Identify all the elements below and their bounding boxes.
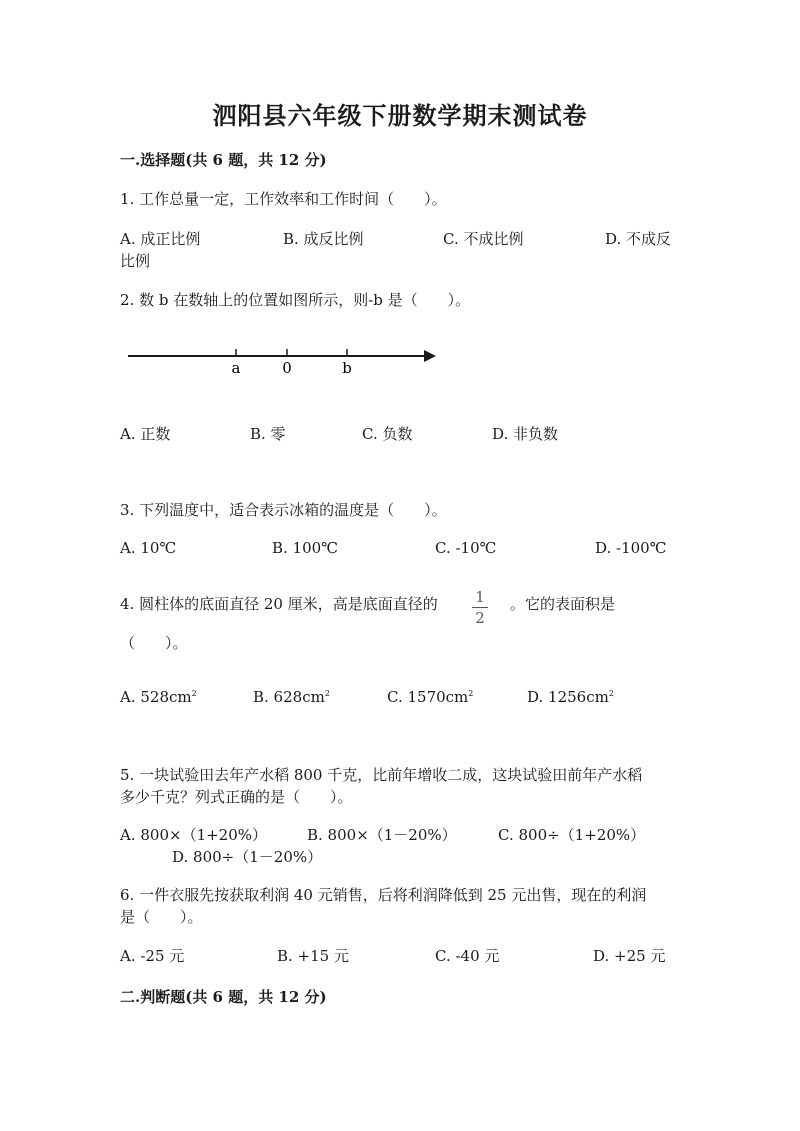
unit-superscript: 2	[324, 689, 330, 698]
fraction-numerator: 1	[475, 588, 485, 606]
section-heading-choice: 一.选择题(共 6 题，共 12 分)	[120, 151, 327, 169]
q2-option-a: A. 正数	[120, 425, 171, 443]
q3-option-b: B. 100℃	[272, 539, 338, 557]
unit-superscript: 2	[468, 689, 474, 698]
axis-label-zero: 0	[282, 359, 292, 377]
q5-option-d: D. 800÷（1－20%）	[172, 848, 323, 866]
page-title: 泗阳县六年级下册数学期末测试卷	[212, 101, 588, 130]
q5-option-c: C. 800÷（1+20%）	[498, 826, 646, 844]
q2-option-d: D. 非负数	[492, 425, 559, 443]
question-3-text: 3. 下列温度中，适合表示冰箱的温度是（ ）。	[120, 501, 447, 519]
axis-label-b: b	[342, 359, 352, 377]
question-1-text: 1. 工作总量一定，工作效率和工作时间（ ）。	[120, 190, 447, 208]
number-line-figure	[120, 340, 450, 380]
q2-option-b: B. 零	[250, 425, 286, 443]
fraction-bar	[472, 607, 488, 608]
q1-option-b: B. 成反比例	[283, 230, 364, 248]
q2-option-c: C. 负数	[362, 425, 413, 443]
q6-option-c: C. -40 元	[435, 947, 500, 965]
q1-option-c: C. 不成比例	[443, 230, 524, 248]
fraction-denominator: 2	[475, 609, 485, 627]
q4-option-b: B. $628cm^2$	[253, 688, 330, 706]
q6-option-a: A. -25 元	[120, 947, 185, 965]
question-6-line1: 6. 一件衣服先按获取利润 40 元销售，后将利润降低到 25 元出售，现在的利润	[120, 886, 647, 904]
unit-superscript: 2	[608, 689, 614, 698]
axis-label-a: a	[231, 359, 241, 377]
q4-option-c: C. $1570cm^2$	[387, 688, 474, 706]
question-6-line2: 是（ ）。	[120, 908, 203, 926]
q4-option-a: A. $528cm^2$	[120, 688, 197, 706]
question-4-text-after: 。它的表面积是	[510, 595, 616, 613]
axis-arrow-icon	[424, 350, 436, 362]
q3-option-c: C. -10℃	[435, 539, 497, 557]
q1-option-d-wrap: 比例	[120, 252, 151, 270]
question-5-line2: 多少千克？列式正确的是（ ）。	[120, 788, 353, 806]
q6-option-b: B. +15 元	[277, 947, 349, 965]
q3-option-a: A. 10℃	[120, 539, 177, 557]
q4-option-d: D. $1256cm^2$	[527, 688, 614, 706]
section-heading-true-false: 二.判断题(共 6 题，共 12 分)	[120, 988, 327, 1006]
q6-option-d: D. +25 元	[593, 947, 666, 965]
fraction-one-half	[470, 589, 490, 626]
q5-option-b: B. 800×（1－20%）	[307, 826, 457, 844]
question-5-line1: 5. 一块试验田去年产水稻 800 千克，比前年增收二成，这块试验田前年产水稻	[120, 766, 643, 784]
q3-option-d: D. -100℃	[595, 539, 667, 557]
question-2-text: 2. 数 b 在数轴上的位置如图所示，则-b 是（ ）。	[120, 291, 471, 309]
question-4-line2: （ ）。	[120, 634, 188, 652]
q1-option-a: A. 成正比例	[120, 230, 201, 248]
question-4-text: 4. 圆柱体的底面直径 20 厘米，高是底面直径的	[120, 595, 438, 613]
q5-option-a: A. 800×（1+20%）	[120, 826, 268, 844]
q1-option-d: D. 不成反	[605, 230, 672, 248]
unit-superscript: 2	[191, 689, 197, 698]
